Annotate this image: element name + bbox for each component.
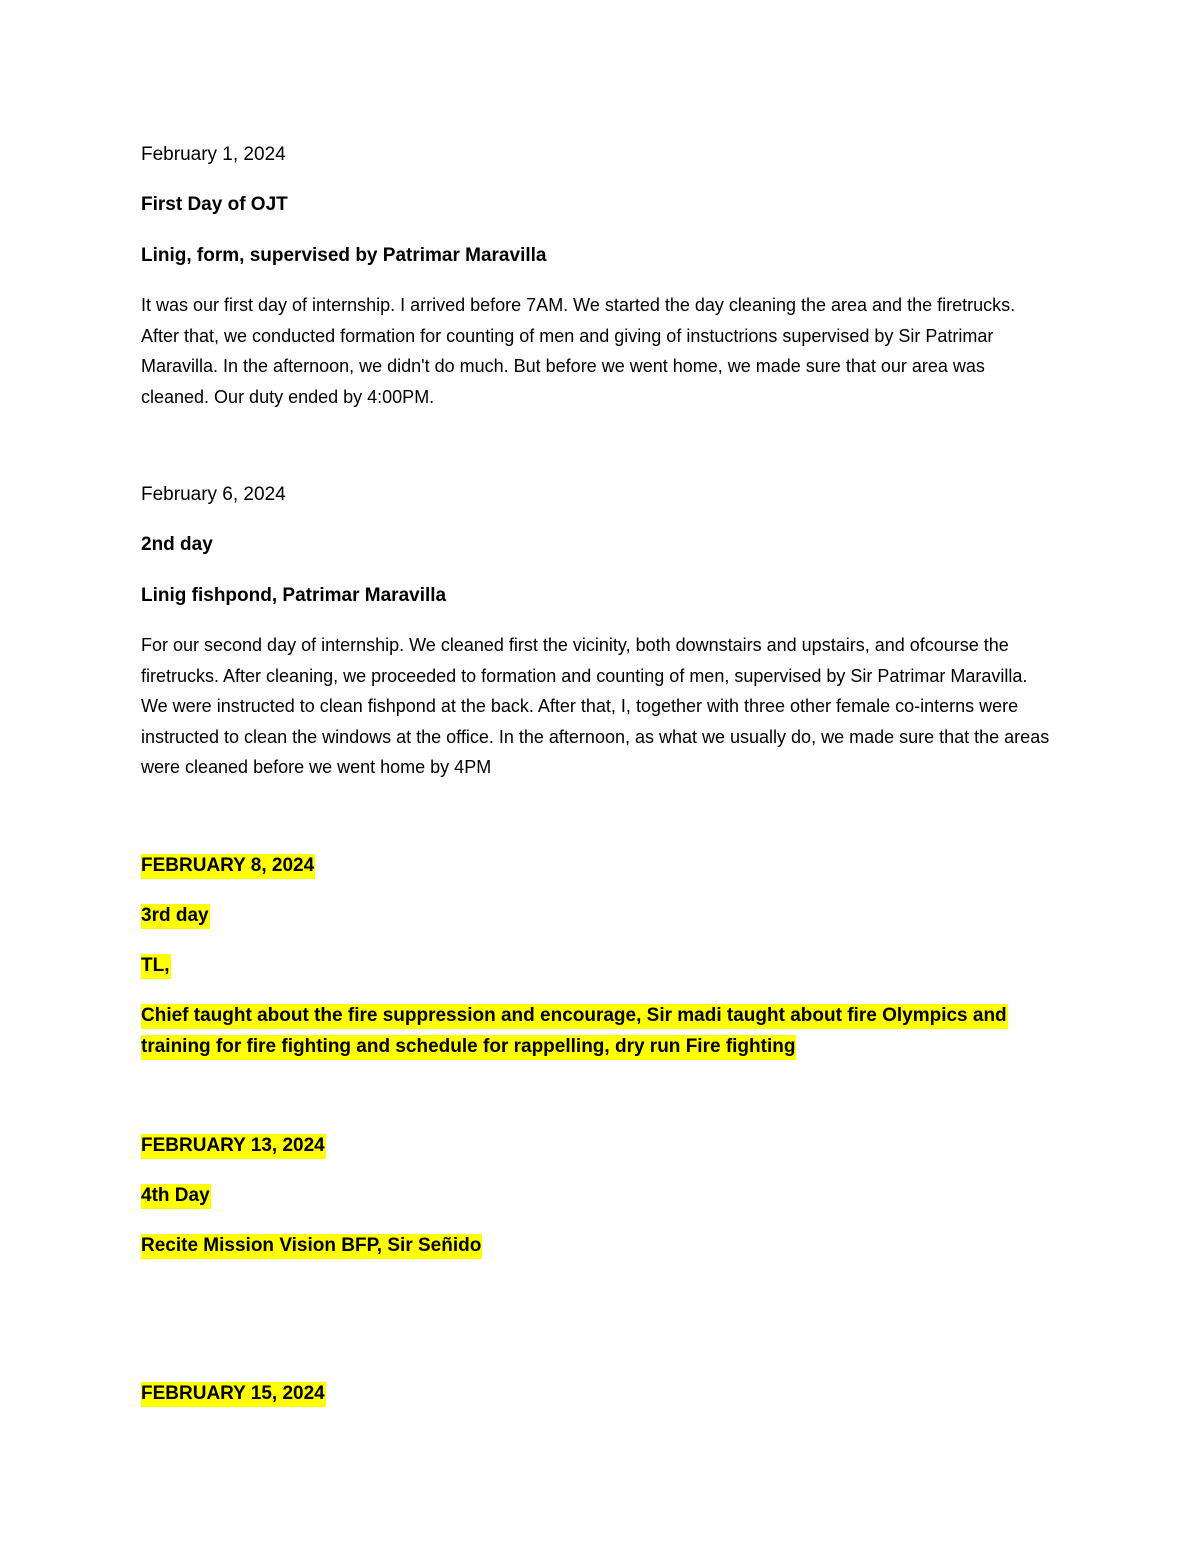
entry-date-text: February 6, 2024 (141, 484, 286, 505)
highlighted-day: 3rd day (141, 904, 210, 929)
entry-date (141, 484, 286, 506)
highlighted-location: Recite Mission Vision BFP, Sir Señido (141, 1234, 482, 1259)
entry-location (141, 585, 446, 607)
entry-date (141, 855, 315, 877)
entry-day-text: First Day of OJT (141, 194, 288, 215)
entry-day (141, 534, 213, 556)
entry-day (141, 905, 210, 927)
entry-body (141, 290, 1056, 412)
highlighted-date: FEBRUARY 15, 2024 (141, 1382, 326, 1407)
entry-body (141, 1001, 1041, 1062)
highlighted-body: Chief taught about the fire suppression and encourage, Sir madi taught about fire Olympics and training for fire fighting and schedule for rappelling, dry run Fire fighting (141, 1004, 1008, 1060)
entry-location (141, 1235, 482, 1257)
highlighted-day: 4th Day (141, 1184, 211, 1209)
entry-location-text: Linig fishpond, Patrimar Maravilla (141, 585, 447, 606)
entry-body-text: It was our first day of internship. I arrived before 7AM. We started the day cleaning the area and the firetrucks. After that, we conducted formation for counting of men and giving of instuctrions supervised by Sir Patrimar Maravilla. In the afternoon, we didn't do much. But before we went home, we made sure that our area was cleaned. Our duty ended by 4:00PM. (141, 295, 1016, 407)
entry-date (141, 144, 286, 166)
highlighted-location: TL, (141, 954, 171, 979)
entry-date (141, 1383, 326, 1405)
entry-body (141, 630, 1056, 783)
entry-date (141, 1135, 326, 1157)
entry-location-text: Linig, form, supervised by Patrimar Maravilla (141, 245, 547, 266)
entry-date-text: February 1, 2024 (141, 144, 286, 165)
highlighted-date: FEBRUARY 13, 2024 (141, 1134, 326, 1159)
entry-location (141, 955, 171, 977)
entry-day (141, 1185, 211, 1207)
entry-day (141, 194, 288, 216)
entry-location (141, 245, 546, 267)
highlighted-date: FEBRUARY 8, 2024 (141, 854, 315, 879)
entry-body-text: For our second day of internship. We cleaned first the vicinity, both downstairs and upstairs, and ofcourse the firetrucks. After cleaning, we proceeded to formation and counting of men, supervised by Sir Patrimar Maravilla. We were instructed to clean fishpond at the back. After that, I, together with three other female co-interns were instructed to clean the windows at the office. In the afternoon, as what we usually do, we made sure that the areas were cleaned before we went home by 4PM (141, 635, 1050, 777)
entry-day-text: 2nd day (141, 534, 213, 555)
